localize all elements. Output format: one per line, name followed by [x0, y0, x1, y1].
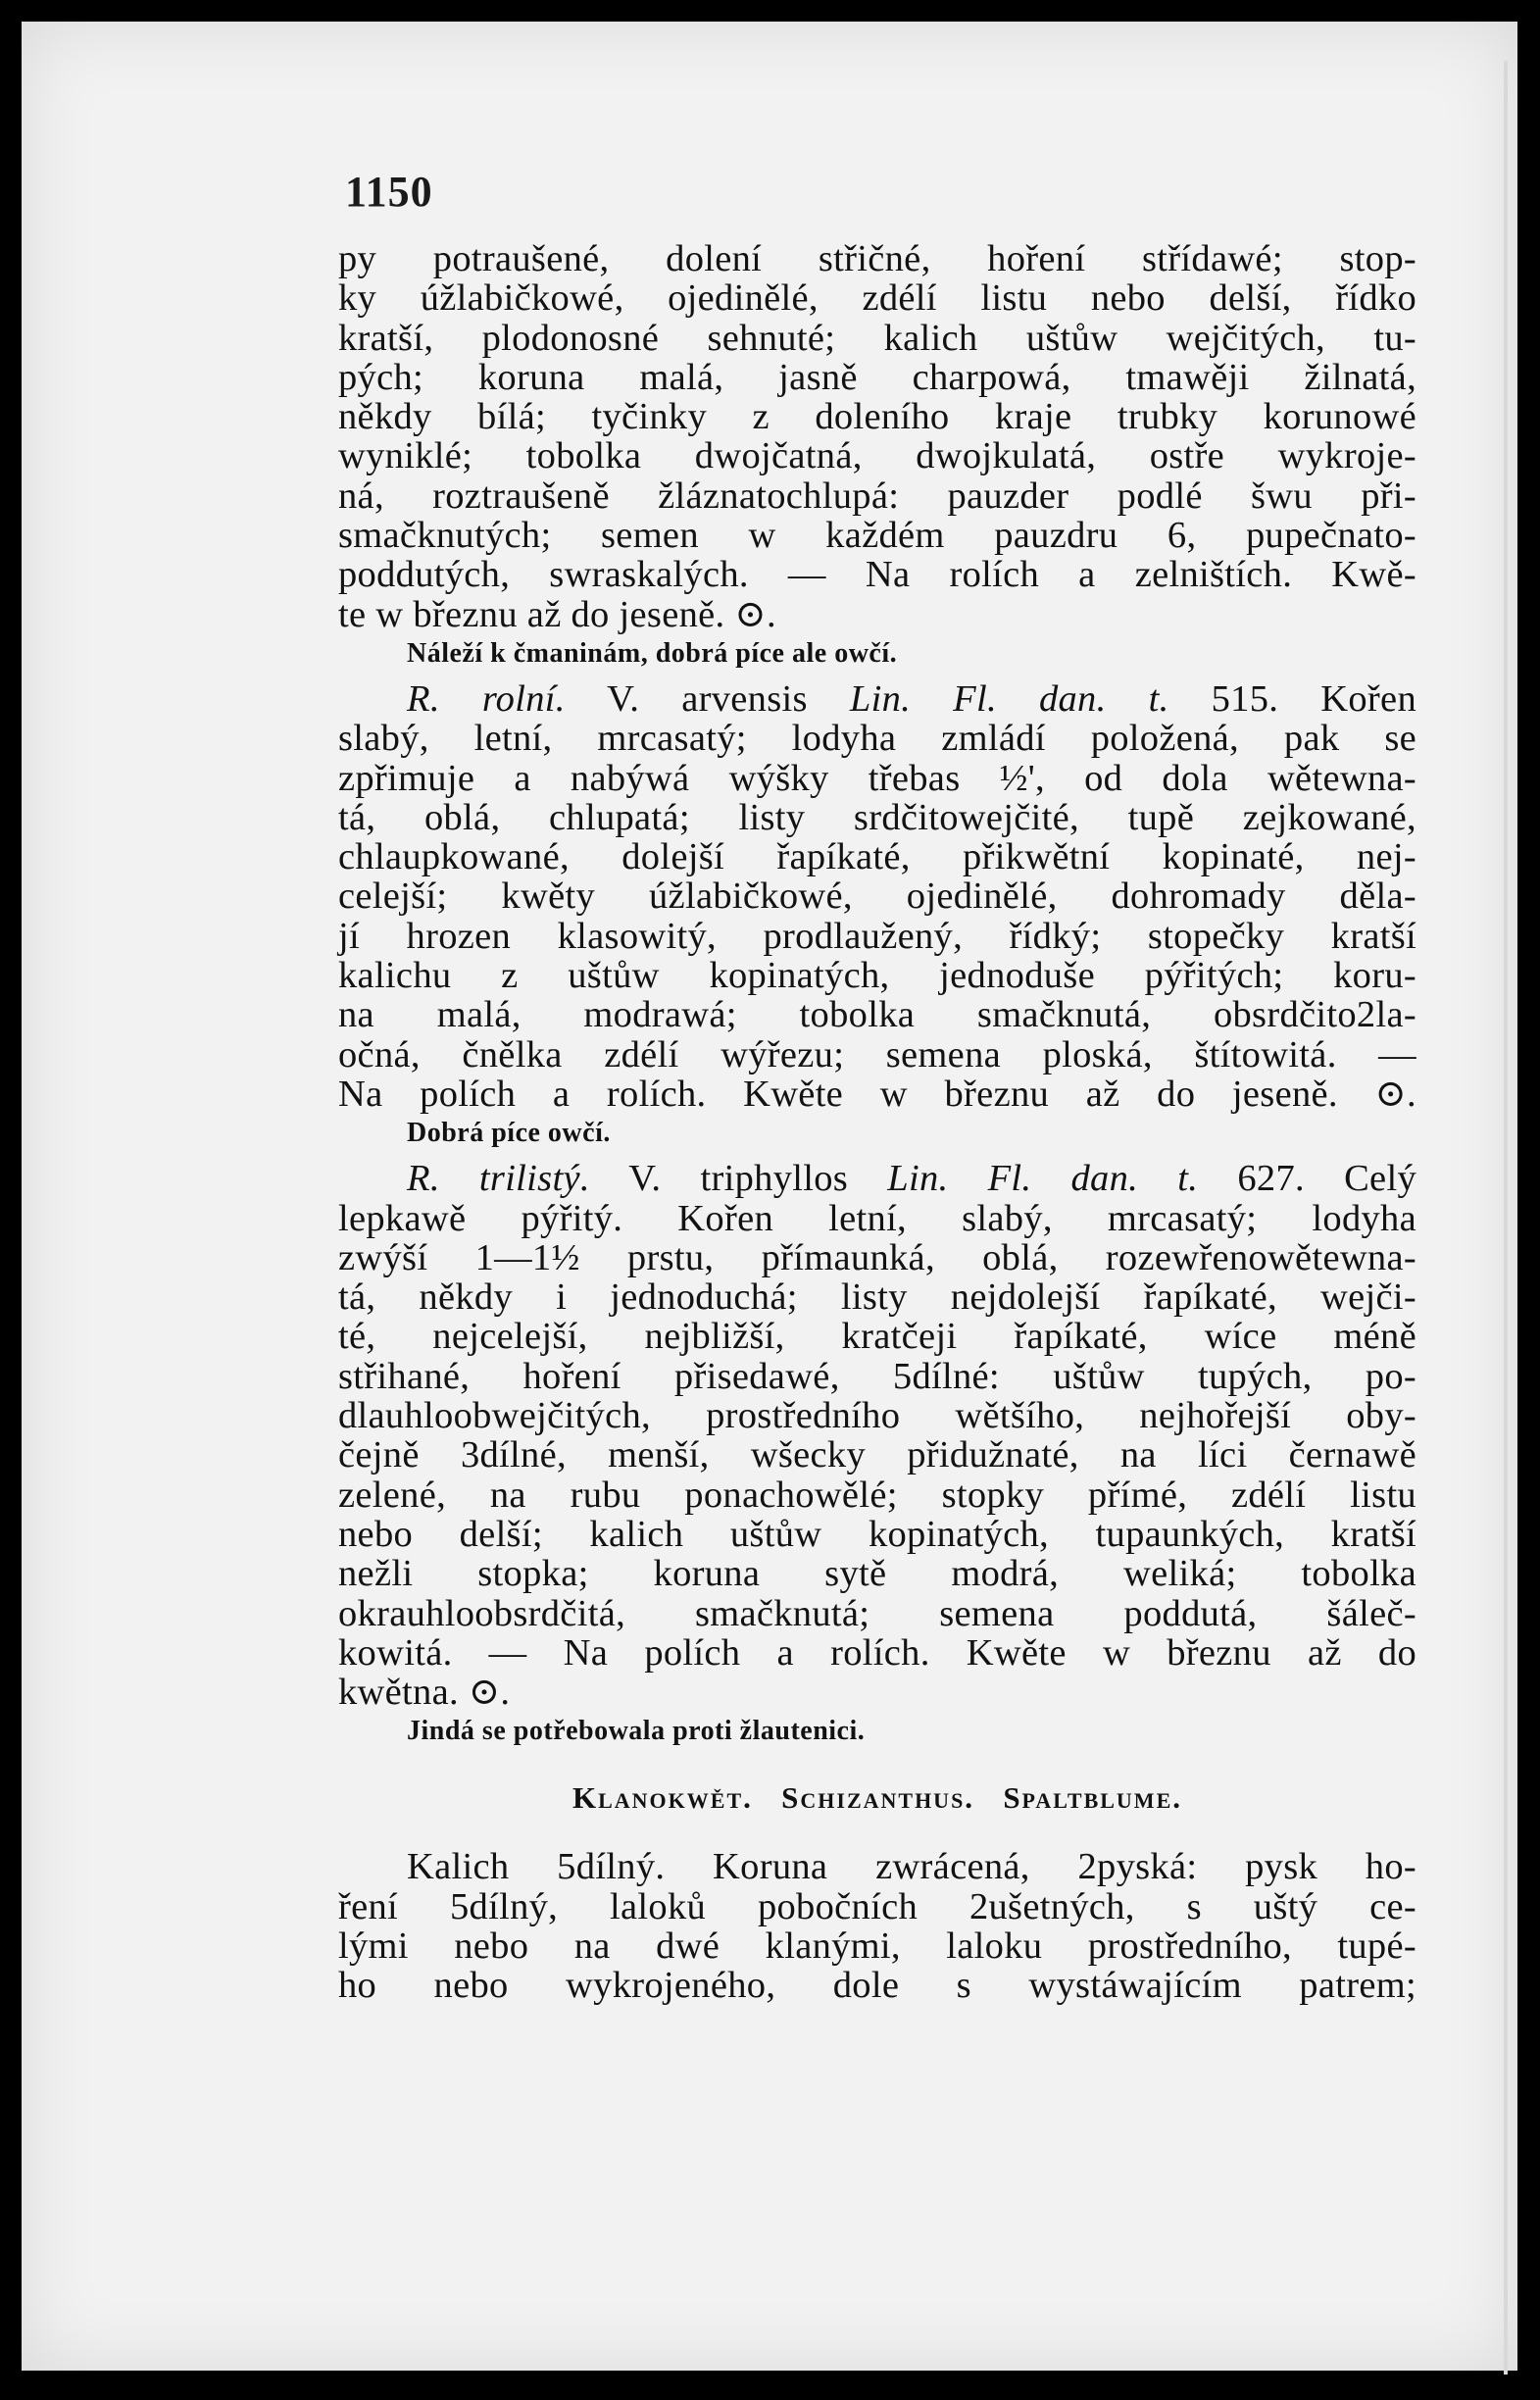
- species-reference: Lin. Fl. dan. t.: [849, 677, 1169, 720]
- paragraph-1: [338, 239, 1416, 634]
- text-line: kratší, plodonosné sehnuté; kalich uštůw wejčitých, tu-: [338, 317, 1416, 359]
- text-line: slabý, letní, mrcasatý; lodyha zmládí položená, pak se: [338, 718, 1416, 760]
- paragraph-3: [338, 1159, 1416, 1712]
- text-line: Kalich 5dílný. Koruna zwrácená, 2pyská: pysk ho-: [407, 1846, 1416, 1888]
- text-line: chlaupkowané, dolejší řapíkaté, přikwětní kopinaté, nej-: [338, 836, 1416, 878]
- text-line: poddutých, swraskalých. — Na rolích a zelništích. Kwě-: [338, 554, 1416, 596]
- text-line: kalichu z uštůw kopinatých, jednoduše pýřitých; koru-: [338, 955, 1416, 997]
- genus-latin-name: Schizanthus.: [781, 1780, 975, 1816]
- text-line: ření 5dílný, laloků pobočních 2ušetných, s uštý ce-: [338, 1885, 1416, 1927]
- text-line: té, nejcelejší, nejbližší, kratčeji řapíkaté, wíce méně: [338, 1316, 1416, 1358]
- species-binomial: V. triphyllos: [589, 1158, 888, 1200]
- page: [22, 22, 1517, 2371]
- page-edge-shadow: [1504, 61, 1508, 2375]
- note-usage: Náleží k čmaninám, dobrá píce ale owčí.: [407, 637, 898, 669]
- genus-german-name: Spaltblume.: [1003, 1780, 1182, 1816]
- text-line: celejší; kwěty úžlabičkowé, ojedinělé, dohromady děla-: [338, 875, 1416, 918]
- text-body: [338, 239, 1416, 2006]
- text-line: Na polích a rolích. Kwěte w březnu až do jeseně. ⊙.: [338, 1073, 1416, 1115]
- text-line: nebo delší; kalich uštůw kopinatých, tupaunkých, kratší: [338, 1513, 1416, 1555]
- text-line: zpřimuje a nabýwá wýšky třebas ½', od dola wětewna-: [338, 757, 1416, 799]
- text-line: lepkawě pýřitý. Kořen letní, slabý, mrcasatý; lodyha: [338, 1197, 1416, 1239]
- text-line: okrauhloobsrdčitá, smačknutá; semena poddutá, šáleč-: [338, 1592, 1416, 1634]
- species-reference: Lin. Fl. dan. t.: [887, 1158, 1199, 1200]
- species-lead-tail: 515. Kořen: [1168, 677, 1416, 720]
- species-lead-line: [338, 1159, 1416, 1198]
- text-line: ná, roztraušeně žláznatochlupá: pauzder podlé šwu při-: [338, 475, 1416, 517]
- species-lead-line: [338, 679, 1416, 719]
- species-name: R. rolní.: [407, 677, 566, 720]
- text-line: kwětna. ⊙.: [338, 1672, 511, 1714]
- text-line: tá, někdy i jednoduchá; listy nejdolejší řapíkaté, wejči-: [338, 1276, 1416, 1319]
- text-line: zwýší 1—1½ prstu, přímaunká, oblá, rozewřenowětewna-: [338, 1236, 1416, 1278]
- text-line: lými nebo na dwé klanými, laloku prostředního, tupé-: [338, 1925, 1416, 1967]
- text-line: pých; koruna malá, jasně charpowá, tmawěji žilnatá,: [338, 356, 1416, 398]
- text-line: smačknutých; semen w každém pauzdru 6, pupečnato-: [338, 515, 1416, 557]
- text-line: čejně 3dílné, menší, wšecky přidužnaté, na líci černawě: [338, 1434, 1416, 1476]
- text-line: jí hrozen klasowitý, prodlaužený, řídký; stopečky kratší: [338, 915, 1416, 957]
- paragraph-4: [338, 1847, 1416, 2005]
- species-binomial: V. arvensis: [565, 677, 850, 720]
- paragraph-2: [338, 679, 1416, 1114]
- note-usage: Jindá se potřebowala proti žlautenici.: [407, 1716, 866, 1747]
- text-line: ky úžlabičkowé, ojedinělé, zdélí listu nebo delší, řídko: [338, 277, 1416, 320]
- text-line: zelené, na rubu ponachowělé; stopky přímé, zdélí listu: [338, 1474, 1416, 1516]
- text-line: očná, čnělka zdélí wýřezu; semena ploská, štítowitá. —: [338, 1033, 1416, 1075]
- text-line: kowitá. — Na polích a rolích. Kwěte w březnu až do: [338, 1631, 1416, 1674]
- text-line: dlauhloobwejčitých, prostředního wětšího, nejhořejší oby-: [338, 1395, 1416, 1437]
- genus-heading: [338, 1778, 1416, 1818]
- text-line: py potraušené, dolení střičné, hoření střídawé; stop-: [338, 238, 1416, 279]
- species-lead-tail: 627. Celý: [1198, 1158, 1416, 1200]
- text-line: na malá, modrawá; tobolka smačknutá, obsrdčito2la-: [338, 994, 1416, 1036]
- text-line: ho nebo wykrojeného, dole s wystáwajícím patrem;: [338, 1965, 1416, 2007]
- text-line: wyniklé; tobolka dwojčatná, dwojkulatá, ostře wykroje-: [338, 435, 1416, 477]
- page-number: 1150: [345, 168, 433, 216]
- text-line: někdy bílá; tyčinky z doleního kraje trubky korunowé: [338, 396, 1416, 438]
- text-line: nežli stopka; koruna sytě modrá, weliká; tobolka: [338, 1553, 1416, 1595]
- genus-czech-name: Klanokwět.: [572, 1780, 753, 1816]
- note-usage: Dobrá píce owčí.: [407, 1118, 611, 1149]
- text-line: tá, oblá, chlupatá; listy srdčitowejčité, tupě zejkowané,: [338, 796, 1416, 838]
- species-name: R. trilistý.: [407, 1158, 590, 1200]
- text-line: te w březnu až do jeseně. ⊙.: [338, 593, 776, 635]
- text-line: střihané, hoření přisedawé, 5dílné: uštůw tupých, po-: [338, 1355, 1416, 1397]
